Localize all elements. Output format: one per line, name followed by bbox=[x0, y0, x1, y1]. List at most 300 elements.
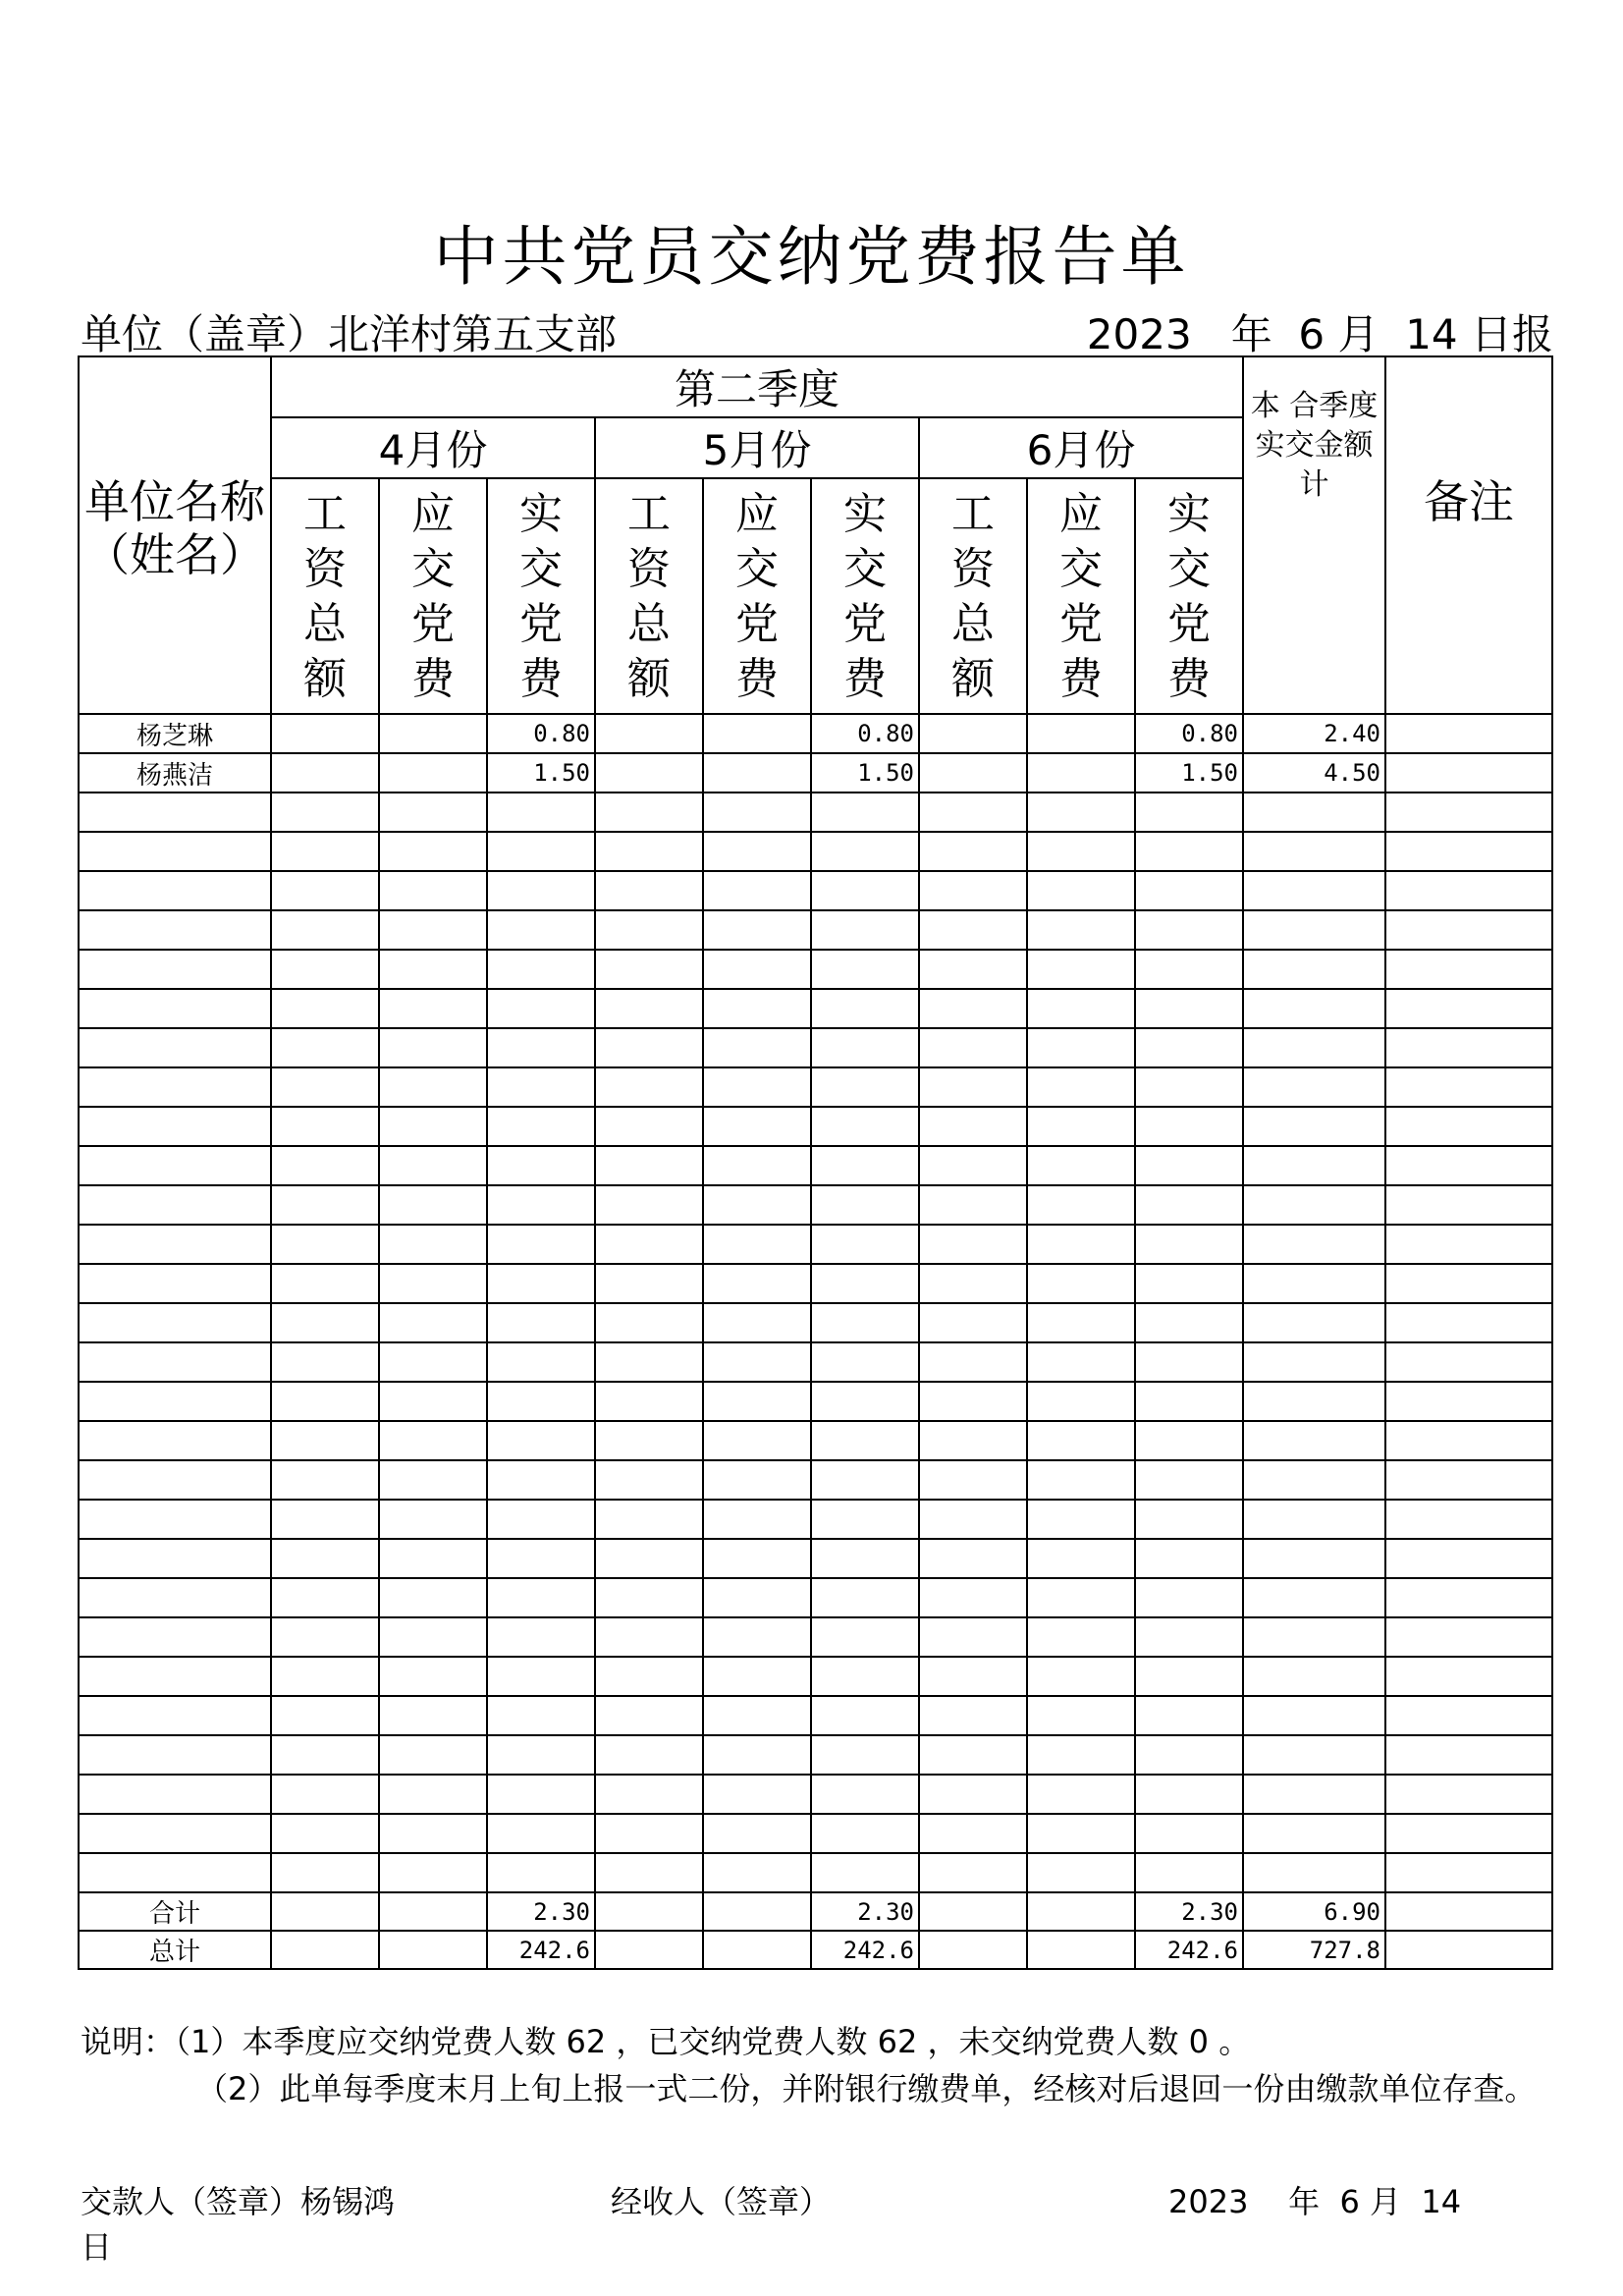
cell-quarter-total bbox=[1243, 1657, 1385, 1696]
header-subcolumn bbox=[811, 478, 919, 714]
cell-amount bbox=[595, 950, 703, 989]
cell-amount bbox=[1027, 1225, 1135, 1264]
cell-amount bbox=[487, 1028, 595, 1067]
table-row-blank bbox=[79, 1264, 1552, 1303]
header-quarter: 第二季度 bbox=[271, 356, 1243, 417]
cell-amount bbox=[811, 1460, 919, 1500]
cell-amount bbox=[487, 1225, 595, 1264]
cell-amount bbox=[1135, 1342, 1243, 1382]
cell-amount bbox=[703, 1264, 811, 1303]
cell-quarter-total: 4.50 bbox=[1243, 753, 1385, 793]
cell-remark bbox=[1385, 1264, 1552, 1303]
header-subcolumn-char: 实 bbox=[519, 489, 563, 539]
cell-amount bbox=[919, 1342, 1027, 1382]
header-subcolumn-char: 党 bbox=[519, 599, 563, 649]
cell-remark bbox=[1385, 871, 1552, 910]
header-subcolumn-char: 额 bbox=[951, 654, 995, 704]
cell-name: 合计 bbox=[79, 1892, 271, 1931]
cell-amount bbox=[595, 1421, 703, 1460]
header-subcolumn-char: 资 bbox=[627, 544, 671, 594]
header-subcolumn-char: 额 bbox=[303, 654, 347, 704]
cell-amount bbox=[811, 1539, 919, 1578]
cell-name bbox=[79, 1539, 271, 1578]
table-row-blank bbox=[79, 1539, 1552, 1578]
cell-amount bbox=[1027, 793, 1135, 832]
cell-amount bbox=[1135, 1303, 1243, 1342]
cell-amount bbox=[1135, 1578, 1243, 1617]
cell-amount bbox=[487, 793, 595, 832]
cell-amount bbox=[1027, 1657, 1135, 1696]
table-row-blank bbox=[79, 1342, 1552, 1382]
cell-name bbox=[79, 1303, 271, 1342]
cell-amount bbox=[811, 1146, 919, 1185]
header-unit-name bbox=[79, 356, 271, 714]
header-subcolumn-char: 费 bbox=[1167, 654, 1211, 704]
header-remark-line: 备 bbox=[1424, 475, 1469, 528]
cell-amount bbox=[1027, 1696, 1135, 1735]
cell-quarter-total bbox=[1243, 1578, 1385, 1617]
cell-amount bbox=[487, 1775, 595, 1814]
cell-amount bbox=[271, 1931, 379, 1969]
cell-amount bbox=[1027, 1067, 1135, 1107]
cell-amount bbox=[703, 1028, 811, 1067]
cell-quarter-total bbox=[1243, 1696, 1385, 1735]
cell-amount bbox=[919, 714, 1027, 753]
cell-remark bbox=[1385, 1185, 1552, 1225]
cell-amount bbox=[379, 832, 487, 871]
cell-remark bbox=[1385, 1421, 1552, 1460]
subtotal-row bbox=[79, 1892, 1552, 1931]
cell-amount bbox=[703, 1735, 811, 1775]
cell-amount bbox=[1135, 1146, 1243, 1185]
cell-remark bbox=[1385, 714, 1552, 753]
cell-quarter-total bbox=[1243, 1617, 1385, 1657]
cell-amount bbox=[1135, 832, 1243, 871]
cell-amount bbox=[595, 1775, 703, 1814]
cell-quarter-total bbox=[1243, 1539, 1385, 1578]
cell-quarter-total bbox=[1243, 950, 1385, 989]
table-row-blank bbox=[79, 1107, 1552, 1146]
cell-amount bbox=[379, 989, 487, 1028]
header-quarter-total-line: 额 计 bbox=[1299, 428, 1374, 502]
cell-remark bbox=[1385, 753, 1552, 793]
cell-amount bbox=[919, 1067, 1027, 1107]
cell-amount bbox=[487, 1264, 595, 1303]
cell-name bbox=[79, 910, 271, 950]
cell-amount bbox=[1027, 989, 1135, 1028]
cell-amount bbox=[487, 1185, 595, 1225]
cell-amount bbox=[919, 1107, 1027, 1146]
grand-total-row bbox=[79, 1931, 1552, 1969]
cell-amount bbox=[595, 1696, 703, 1735]
header-subcolumn-char: 党 bbox=[843, 599, 887, 649]
cell-quarter-total bbox=[1243, 1421, 1385, 1460]
table-row-blank bbox=[79, 1578, 1552, 1617]
header-subcolumn-char: 党 bbox=[411, 599, 455, 649]
cell-amount bbox=[1135, 1225, 1243, 1264]
table-row-blank bbox=[79, 1735, 1552, 1775]
cell-amount bbox=[595, 910, 703, 950]
cell-amount bbox=[811, 1814, 919, 1853]
table-row-blank bbox=[79, 1185, 1552, 1225]
cell-quarter-total bbox=[1243, 1067, 1385, 1107]
table-row-blank bbox=[79, 1225, 1552, 1264]
cell-amount bbox=[595, 1146, 703, 1185]
header-subcolumn-char: 党 bbox=[735, 599, 779, 649]
receiver-signature: 经收人（签章） bbox=[611, 2183, 832, 2220]
cell-remark bbox=[1385, 1696, 1552, 1735]
cell-quarter-total bbox=[1243, 793, 1385, 832]
header-remark bbox=[1385, 356, 1552, 714]
cell-name bbox=[79, 989, 271, 1028]
cell-amount bbox=[919, 1382, 1027, 1421]
cell-amount bbox=[487, 989, 595, 1028]
cell-amount bbox=[1135, 1539, 1243, 1578]
cell-amount bbox=[811, 1185, 919, 1225]
cell-amount bbox=[703, 1892, 811, 1931]
cell-amount bbox=[1135, 1814, 1243, 1853]
header-month: 6月份 bbox=[919, 417, 1243, 478]
page-title: 中共党员交纳党费报告单 bbox=[433, 219, 1190, 295]
cell-amount bbox=[919, 1539, 1027, 1578]
cell-amount bbox=[1135, 1185, 1243, 1225]
cell-amount bbox=[487, 1657, 595, 1696]
cell-remark bbox=[1385, 1146, 1552, 1185]
cell-amount: 2.30 bbox=[811, 1892, 919, 1931]
cell-amount: 0.80 bbox=[487, 714, 595, 753]
cell-quarter-total bbox=[1243, 871, 1385, 910]
cell-amount bbox=[487, 1617, 595, 1657]
cell-amount bbox=[271, 753, 379, 793]
cell-amount bbox=[487, 950, 595, 989]
cell-amount bbox=[487, 1500, 595, 1539]
header-subcolumn-char: 费 bbox=[411, 654, 455, 704]
cell-amount: 242.6 bbox=[811, 1931, 919, 1969]
header-subcolumn-char: 工 bbox=[303, 489, 347, 539]
cell-remark bbox=[1385, 793, 1552, 832]
cell-amount bbox=[919, 1028, 1027, 1067]
cell-amount: 2.30 bbox=[1135, 1892, 1243, 1931]
cell-amount bbox=[487, 1067, 595, 1107]
cell-quarter-total: 727.8 bbox=[1243, 1931, 1385, 1969]
cell-amount: 1.50 bbox=[811, 753, 919, 793]
header-subcolumn-char: 应 bbox=[411, 489, 455, 539]
table-row-blank bbox=[79, 950, 1552, 989]
header-subcolumn-char: 党 bbox=[1167, 599, 1211, 649]
header-month: 4月份 bbox=[271, 417, 595, 478]
header-subcolumn bbox=[379, 478, 487, 714]
cell-amount bbox=[919, 1696, 1027, 1735]
cell-amount: 0.80 bbox=[811, 714, 919, 753]
cell-name bbox=[79, 1853, 271, 1892]
cell-amount bbox=[595, 1931, 703, 1969]
cell-amount bbox=[271, 832, 379, 871]
cell-amount bbox=[703, 1107, 811, 1146]
header-subcolumn-char: 交 bbox=[1059, 544, 1103, 594]
cell-amount bbox=[379, 753, 487, 793]
cell-name bbox=[79, 1107, 271, 1146]
cell-amount bbox=[595, 1460, 703, 1500]
cell-amount bbox=[703, 1657, 811, 1696]
cell-amount bbox=[703, 1539, 811, 1578]
cell-amount bbox=[379, 1696, 487, 1735]
cell-amount bbox=[811, 1500, 919, 1539]
cell-amount bbox=[1027, 714, 1135, 753]
table-row-blank bbox=[79, 1853, 1552, 1892]
cell-amount bbox=[703, 910, 811, 950]
cell-amount bbox=[1135, 910, 1243, 950]
cell-amount bbox=[1027, 1185, 1135, 1225]
cell-remark bbox=[1385, 1931, 1552, 1969]
cell-amount bbox=[487, 1342, 595, 1382]
cell-amount bbox=[703, 1146, 811, 1185]
cell-amount: 242.6 bbox=[1135, 1931, 1243, 1969]
cell-amount bbox=[703, 1185, 811, 1225]
cell-amount bbox=[1027, 1303, 1135, 1342]
cell-remark bbox=[1385, 1617, 1552, 1657]
cell-quarter-total bbox=[1243, 1382, 1385, 1421]
cell-amount bbox=[595, 1539, 703, 1578]
cell-amount bbox=[1027, 1931, 1135, 1969]
cell-amount bbox=[919, 1421, 1027, 1460]
cell-amount bbox=[595, 1303, 703, 1342]
cell-amount bbox=[919, 1460, 1027, 1500]
table-row bbox=[79, 714, 1552, 753]
cell-amount bbox=[703, 1853, 811, 1892]
cell-amount bbox=[271, 1892, 379, 1931]
cell-amount bbox=[271, 871, 379, 910]
cell-remark bbox=[1385, 1892, 1552, 1931]
header-subcolumn-char: 交 bbox=[735, 544, 779, 594]
cell-amount bbox=[271, 1264, 379, 1303]
cell-name bbox=[79, 871, 271, 910]
cell-amount bbox=[811, 989, 919, 1028]
cell-amount bbox=[595, 753, 703, 793]
header-subcolumn-char: 总 bbox=[627, 599, 671, 649]
cell-amount bbox=[811, 1382, 919, 1421]
cell-amount bbox=[1135, 871, 1243, 910]
header-subcolumn bbox=[703, 478, 811, 714]
cell-amount bbox=[811, 1225, 919, 1264]
header-subcolumn-char: 费 bbox=[1059, 654, 1103, 704]
cell-quarter-total bbox=[1243, 910, 1385, 950]
cell-amount bbox=[811, 1067, 919, 1107]
header-quarter-total-line: 本 合 bbox=[1250, 389, 1320, 423]
cell-amount bbox=[595, 1657, 703, 1696]
cell-amount bbox=[1135, 1696, 1243, 1735]
cell-name bbox=[79, 1028, 271, 1067]
cell-amount: 1.50 bbox=[1135, 753, 1243, 793]
cell-amount bbox=[379, 1931, 487, 1969]
cell-amount bbox=[811, 871, 919, 910]
cell-amount bbox=[1135, 1657, 1243, 1696]
cell-name: 总计 bbox=[79, 1931, 271, 1969]
header-subcolumn-char: 实 bbox=[843, 489, 887, 539]
cell-amount bbox=[379, 1067, 487, 1107]
table-row-blank bbox=[79, 871, 1552, 910]
cell-amount bbox=[595, 714, 703, 753]
cell-amount bbox=[811, 1735, 919, 1775]
cell-name bbox=[79, 1735, 271, 1775]
header-subcolumn-char: 费 bbox=[735, 654, 779, 704]
table-row-blank bbox=[79, 989, 1552, 1028]
cell-amount bbox=[271, 1853, 379, 1892]
cell-amount bbox=[595, 1382, 703, 1421]
cell-amount bbox=[1135, 1382, 1243, 1421]
table-row-blank bbox=[79, 1303, 1552, 1342]
cell-amount bbox=[703, 714, 811, 753]
cell-amount bbox=[811, 832, 919, 871]
cell-amount: 2.30 bbox=[487, 1892, 595, 1931]
cell-amount bbox=[811, 1617, 919, 1657]
cell-amount bbox=[271, 1107, 379, 1146]
cell-name bbox=[79, 1146, 271, 1185]
cell-amount bbox=[487, 1696, 595, 1735]
table-row-blank bbox=[79, 1146, 1552, 1185]
cell-amount bbox=[595, 1185, 703, 1225]
cell-remark bbox=[1385, 989, 1552, 1028]
cell-amount bbox=[595, 1107, 703, 1146]
cell-amount bbox=[271, 714, 379, 753]
cell-quarter-total bbox=[1243, 1264, 1385, 1303]
cell-amount bbox=[271, 1146, 379, 1185]
cell-amount bbox=[379, 1539, 487, 1578]
header-subcolumn bbox=[1135, 478, 1243, 714]
cell-amount bbox=[379, 1107, 487, 1146]
cell-amount bbox=[811, 1696, 919, 1735]
cell-amount bbox=[703, 1617, 811, 1657]
cell-amount bbox=[1135, 950, 1243, 989]
table-row-blank bbox=[79, 1657, 1552, 1696]
cell-amount bbox=[271, 1382, 379, 1421]
cell-amount bbox=[487, 1853, 595, 1892]
header-subcolumn-char: 额 bbox=[627, 654, 671, 704]
cell-name bbox=[79, 1264, 271, 1303]
cell-remark bbox=[1385, 1500, 1552, 1539]
table-row-blank bbox=[79, 1421, 1552, 1460]
cell-amount bbox=[595, 1225, 703, 1264]
cell-amount bbox=[271, 1303, 379, 1342]
cell-amount bbox=[1135, 1735, 1243, 1775]
cell-quarter-total bbox=[1243, 989, 1385, 1028]
cell-name bbox=[79, 1067, 271, 1107]
cell-remark bbox=[1385, 1342, 1552, 1382]
header-subcolumn-char: 应 bbox=[735, 489, 779, 539]
table-row bbox=[79, 753, 1552, 793]
cell-amount bbox=[1135, 989, 1243, 1028]
cell-amount bbox=[919, 832, 1027, 871]
header-subcolumn bbox=[271, 478, 379, 714]
cell-amount bbox=[1027, 1814, 1135, 1853]
note-line-1: 说明：（1）本季度应交纳党费人数 62 ，已交纳党费人数 62 ，未交纳党费人数 0 。 bbox=[81, 2023, 1251, 2060]
cell-remark bbox=[1385, 1853, 1552, 1892]
cell-amount: 242.6 bbox=[487, 1931, 595, 1969]
cell-amount bbox=[1027, 1146, 1135, 1185]
cell-quarter-total bbox=[1243, 1028, 1385, 1067]
cell-name bbox=[79, 1460, 271, 1500]
cell-amount bbox=[595, 1028, 703, 1067]
footer bbox=[81, 2177, 1553, 2275]
cell-amount bbox=[379, 1185, 487, 1225]
cell-amount bbox=[487, 1539, 595, 1578]
cell-amount bbox=[1027, 1421, 1135, 1460]
cell-amount bbox=[919, 1617, 1027, 1657]
cell-amount bbox=[703, 832, 811, 871]
cell-amount bbox=[811, 1303, 919, 1342]
table-row-blank bbox=[79, 793, 1552, 832]
cell-amount bbox=[1027, 1264, 1135, 1303]
cell-amount bbox=[1027, 1342, 1135, 1382]
cell-amount bbox=[703, 1578, 811, 1617]
cell-amount bbox=[595, 1735, 703, 1775]
cell-amount bbox=[271, 1067, 379, 1107]
header-subcolumn bbox=[919, 478, 1027, 714]
cell-amount bbox=[703, 1225, 811, 1264]
header-unit-name-line: 单位名称 bbox=[84, 475, 265, 528]
cell-amount bbox=[487, 1421, 595, 1460]
cell-name bbox=[79, 1657, 271, 1696]
cell-amount bbox=[1027, 1028, 1135, 1067]
cell-amount bbox=[595, 1814, 703, 1853]
header-subcolumn-char: 交 bbox=[519, 544, 563, 594]
cell-amount bbox=[271, 1657, 379, 1696]
table-row-blank bbox=[79, 1500, 1552, 1539]
cell-name: 杨燕洁 bbox=[79, 753, 271, 793]
cell-amount bbox=[487, 1303, 595, 1342]
cell-amount bbox=[1027, 1853, 1135, 1892]
cell-quarter-total bbox=[1243, 1814, 1385, 1853]
payer-signature: 交款人（签章）杨锡鸿 bbox=[81, 2183, 396, 2220]
cell-amount bbox=[703, 1067, 811, 1107]
cell-amount bbox=[487, 871, 595, 910]
header-subcolumn-char: 工 bbox=[627, 489, 671, 539]
cell-amount bbox=[487, 1578, 595, 1617]
header-quarter-total-line: 交 bbox=[1284, 428, 1315, 463]
cell-amount bbox=[379, 1421, 487, 1460]
cell-quarter-total bbox=[1243, 832, 1385, 871]
cell-amount bbox=[919, 1264, 1027, 1303]
table-row-blank bbox=[79, 1617, 1552, 1657]
cell-name bbox=[79, 793, 271, 832]
cell-amount bbox=[379, 871, 487, 910]
cell-amount bbox=[1027, 753, 1135, 793]
cell-amount bbox=[1027, 1578, 1135, 1617]
cell-amount bbox=[703, 1500, 811, 1539]
cell-amount bbox=[595, 1617, 703, 1657]
cell-quarter-total bbox=[1243, 1225, 1385, 1264]
cell-amount bbox=[595, 1067, 703, 1107]
cell-amount bbox=[1135, 1264, 1243, 1303]
cell-amount bbox=[1135, 1775, 1243, 1814]
cell-amount bbox=[703, 1814, 811, 1853]
header-remark-line: 注 bbox=[1469, 475, 1514, 528]
cell-amount bbox=[271, 1696, 379, 1735]
cell-quarter-total bbox=[1243, 1500, 1385, 1539]
header-month: 5月份 bbox=[595, 417, 919, 478]
header-subcolumn-char: 费 bbox=[519, 654, 563, 704]
header-subcolumn-char: 总 bbox=[951, 599, 995, 649]
table-row-blank bbox=[79, 1067, 1552, 1107]
cell-remark bbox=[1385, 1578, 1552, 1617]
cell-amount bbox=[703, 1342, 811, 1382]
cell-remark bbox=[1385, 832, 1552, 871]
cell-amount bbox=[379, 714, 487, 753]
cell-amount bbox=[271, 1539, 379, 1578]
cell-amount bbox=[1135, 1460, 1243, 1500]
cell-amount bbox=[379, 1578, 487, 1617]
header-subcolumn-char: 应 bbox=[1059, 489, 1103, 539]
cell-amount bbox=[1027, 1107, 1135, 1146]
